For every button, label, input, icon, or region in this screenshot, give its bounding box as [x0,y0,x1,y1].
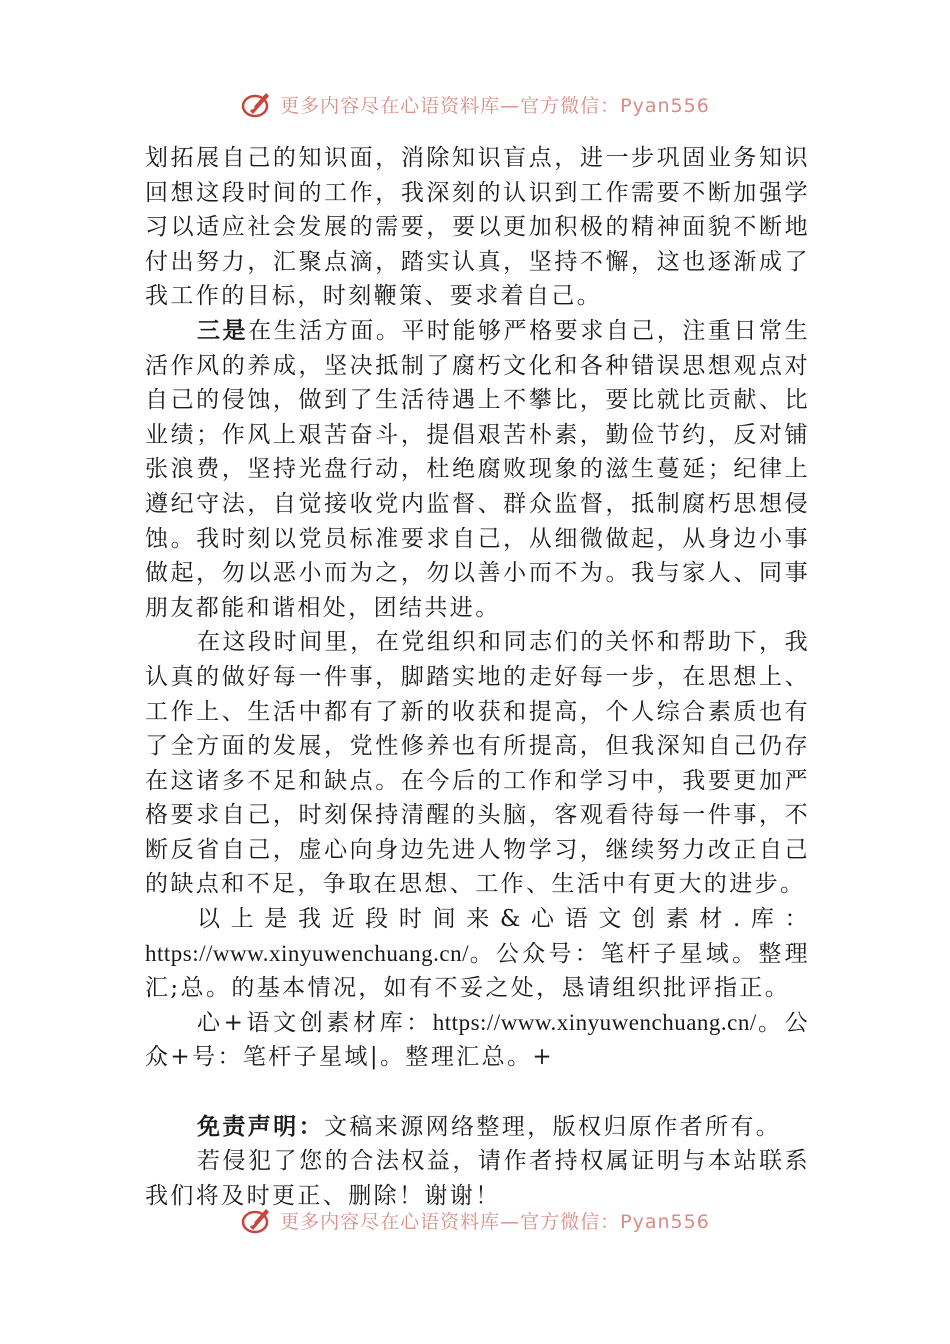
disclaimer-paragraph [145,1110,810,1145]
paragraph-3: 在这段时间里，在党组织和同志们的关怀和帮助下，我认真的做好每一件事，脚踏实地的走好每一步，在思想上、工作上、生活中都有了新的收获和提高，个人综合素质也有了全方面的发展，党性修养也有所提高，但我深知自己仍存在这诸多不足和缺点。在今后的工作和学习中，我要更加严格要求自己，时刻保持清醒的头脑，客观看待每一件事，不断反省自己，虚心向身边先进人物学习，继续努力改正自己的缺点和不足，争取在思想、工作、生活中有更大的进步。 [145,629,810,898]
header-watermark [0,84,950,124]
paragraph-4-text-a: 以上是我近段时间来&心语文创素材.库： [197,906,810,933]
paragraph-4-text-b: 。公众号：笔杆子星域。整理汇;总。的基本情况，如有不妥之处，恳请组织批评指正。 [145,940,810,1002]
disclaimer-text: 文稿来源网络整理，版权归原作者所有。 [324,1113,782,1140]
document-body [145,141,810,1213]
paragraph-1: 划拓展自己的知识面，消除知识盲点，进一步巩固业务知识回想这段时间的工作，我深刻的认识到工作需要不断加强学习以适应社会发展的需要，要以更加积极的精神面貌不断地付出努力，汇聚点滴，踏实认真，坚持不懈，这也逐渐成了我工作的目标，时刻鞭策、要求着自己。 [145,145,810,310]
paragraph-5-text-b: 。公众+号：笔杆子星域|。整理汇总。+ [145,1009,810,1071]
footer-watermark [0,1200,950,1234]
paragraph-7: 若侵犯了您的合法权益，请作者持权属证明与本站联系我们将及时更正、删除！谢谢！ [145,1148,810,1209]
disclaimer-label: 免责声明： [197,1112,324,1140]
paragraph-5-text-a: 心+语文创素材库： [197,1009,433,1036]
section-label: 三是 [197,316,249,344]
paragraph-4 [145,902,810,1006]
footer-watermark-text: 更多内容尽在心语资料库—官方微信：Pyan556 [280,1210,710,1233]
pen-logo-icon [240,87,274,121]
paragraph-5 [145,1006,810,1075]
website-link-2[interactable]: https://www.xinyuwenchuang.cn/ [432,1009,757,1035]
watermark-text: 更多内容尽在心语资料库—官方微信：Pyan556 [280,94,710,117]
pen-logo-icon-footer [240,1203,274,1234]
paragraph-2-text: 在生活方面。平时能够严格要求自己，注重日常生活作风的养成，坚决抵制了腐朽文化和各种错误思想观点对自己的侵蚀，做到了生活待遇上不攀比，要比就比贡献、比业绩；作风上艰苦奋斗，提倡艰苦朴素，勤俭节约，反对铺张浪费，坚持光盘行动，杜绝腐败现象的滋生蔓延；纪律上遵纪守法，自觉接收党内监督、群众监督，抵制腐朽思想侵蚀。我时刻以党员标准要求自己，从细微做起，从身边小事做起，勿以恶小而为之，勿以善小而不为。我与家人、同事朋友都能和谐相处，团结共进。 [145,317,810,621]
blank-line [145,1075,810,1110]
website-link[interactable]: https://www.xinyuwenchuang.cn/ [145,940,469,966]
paragraph-2 [145,314,810,625]
